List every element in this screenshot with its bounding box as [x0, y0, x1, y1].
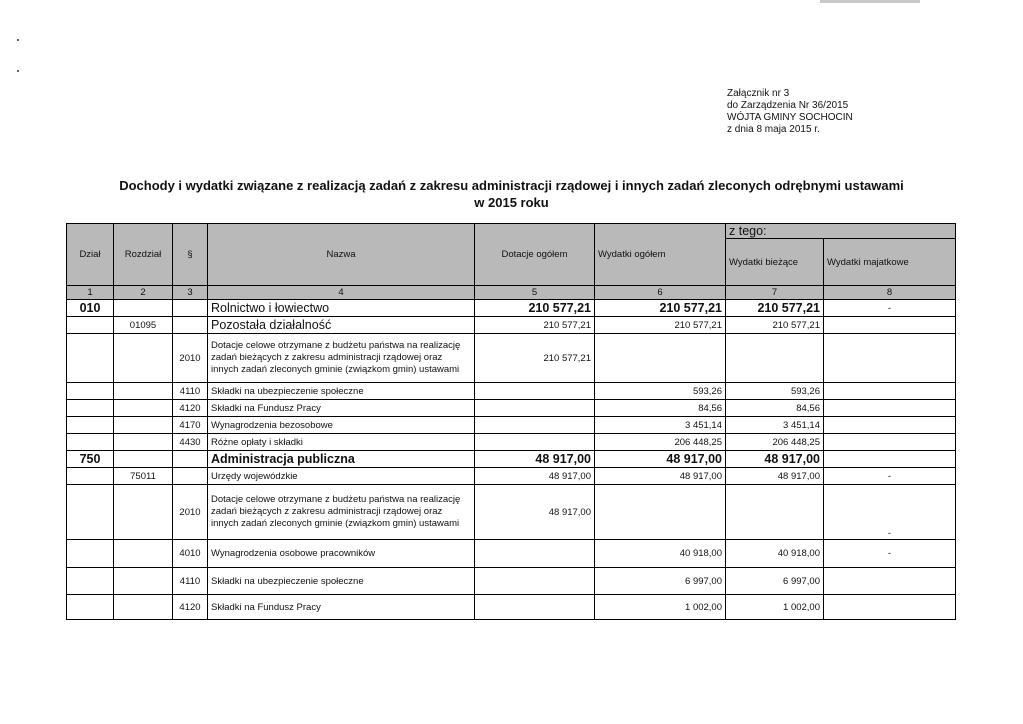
column-number: 3 [173, 286, 208, 300]
cell-paragraf [173, 451, 208, 468]
title-line: Dochody i wydatki związane z realizacją zadań z zakresu administracji rządowej i innych zadań zleconych odrębnymi ustawami [119, 178, 904, 193]
cell-dzial [67, 383, 114, 400]
cell-rozdzial [114, 383, 173, 400]
cell-dotacje: 48 917,00 [475, 468, 595, 485]
cell-wydatki: 206 448,25 [595, 434, 726, 451]
cell-majatkowe: - [824, 540, 956, 568]
cell-biezace [726, 334, 824, 383]
cell-dzial: 750 [67, 451, 114, 468]
table-row [67, 485, 956, 540]
cell-rozdzial: 75011 [114, 468, 173, 485]
cell-biezace: 48 917,00 [726, 451, 824, 468]
header-paragraf: § [173, 224, 208, 286]
cell-wydatki: 210 577,21 [595, 317, 726, 334]
cell-rozdzial [114, 595, 173, 620]
table-row [67, 383, 956, 400]
cell-biezace: 1 002,00 [726, 595, 824, 620]
cell-nazwa: Składki na Fundusz Pracy [208, 595, 475, 620]
cell-dzial [67, 568, 114, 595]
cell-dotacje [475, 417, 595, 434]
budget-table [66, 223, 956, 620]
cell-paragraf [173, 317, 208, 334]
cell-dotacje: 48 917,00 [475, 451, 595, 468]
column-number: 5 [475, 286, 595, 300]
cell-rozdzial [114, 334, 173, 383]
cell-nazwa: Składki na Fundusz Pracy [208, 400, 475, 417]
column-number: 2 [114, 286, 173, 300]
cell-nazwa: Urzędy wojewódzkie [208, 468, 475, 485]
cell-paragraf [173, 300, 208, 317]
cell-nazwa: Dotacje celowe otrzymane z budżetu państwa na realizację zadań bieżących z zakresu administracji rządowej oraz innych zadań zleconych gminie (związkom gmin) ustawami [208, 485, 475, 540]
cell-biezace: 593,26 [726, 383, 824, 400]
cell-wydatki: 3 451,14 [595, 417, 726, 434]
cell-nazwa: Pozostała działalność [208, 317, 475, 334]
table-row [67, 451, 956, 468]
cell-nazwa: Składki na ubezpieczenie społeczne [208, 383, 475, 400]
cell-paragraf: 4010 [173, 540, 208, 568]
table-row [67, 595, 956, 620]
cell-wydatki [595, 334, 726, 383]
cell-wydatki: 6 997,00 [595, 568, 726, 595]
scan-speck [17, 70, 19, 72]
scan-speck [17, 39, 19, 41]
cell-biezace: 210 577,21 [726, 317, 824, 334]
cell-paragraf: 4120 [173, 595, 208, 620]
cell-dzial [67, 417, 114, 434]
annex-line: WÓJTA GMINY SOCHOCIN [727, 112, 853, 123]
cell-paragraf: 4110 [173, 568, 208, 595]
cell-wydatki: 40 918,00 [595, 540, 726, 568]
cell-wydatki: 593,26 [595, 383, 726, 400]
table-row [67, 434, 956, 451]
cell-rozdzial [114, 568, 173, 595]
table-row [67, 317, 956, 334]
header-z-tego: z tego: [726, 224, 956, 239]
column-number: 4 [208, 286, 475, 300]
cell-rozdzial: 01095 [114, 317, 173, 334]
cell-dzial [67, 434, 114, 451]
column-number-row [67, 286, 956, 300]
cell-wydatki: 48 917,00 [595, 468, 726, 485]
cell-biezace: 3 451,14 [726, 417, 824, 434]
cell-rozdzial [114, 540, 173, 568]
header-dzial: Dział [67, 224, 114, 286]
cell-majatkowe [824, 434, 956, 451]
cell-dotacje [475, 434, 595, 451]
cell-nazwa: Składki na ubezpieczenie społeczne [208, 568, 475, 595]
table-row [67, 334, 956, 383]
cell-dotacje: 210 577,21 [475, 300, 595, 317]
annex-line: z dnia 8 maja 2015 r. [727, 124, 820, 135]
cell-wydatki: 210 577,21 [595, 300, 726, 317]
cell-majatkowe [824, 383, 956, 400]
cell-dotacje [475, 568, 595, 595]
cell-wydatki: 1 002,00 [595, 595, 726, 620]
cell-nazwa: Różne opłaty i składki [208, 434, 475, 451]
cell-paragraf: 4110 [173, 383, 208, 400]
cell-dzial [67, 485, 114, 540]
cell-biezace: 84,56 [726, 400, 824, 417]
cell-dzial [67, 595, 114, 620]
column-number: 7 [726, 286, 824, 300]
table-row [67, 468, 956, 485]
cell-wydatki [595, 485, 726, 540]
cell-wydatki: 84,56 [595, 400, 726, 417]
cell-rozdzial [114, 451, 173, 468]
header-rozdzial: Rozdział [114, 224, 173, 286]
cell-dotacje [475, 400, 595, 417]
column-number: 8 [824, 286, 956, 300]
title-line: w 2015 roku [474, 195, 549, 210]
cell-paragraf: 4120 [173, 400, 208, 417]
cell-dotacje: 48 917,00 [475, 485, 595, 540]
annex-note [727, 88, 853, 136]
cell-biezace [726, 485, 824, 540]
document-title [60, 177, 963, 211]
cell-majatkowe: - [824, 468, 956, 485]
column-number: 1 [67, 286, 114, 300]
cell-paragraf: 2010 [173, 334, 208, 383]
cell-nazwa: Rolnictwo i łowiectwo [208, 300, 475, 317]
cell-paragraf: 4170 [173, 417, 208, 434]
cell-nazwa: Administracja publiczna [208, 451, 475, 468]
table-row [67, 540, 956, 568]
cell-dzial: 010 [67, 300, 114, 317]
cell-majatkowe [824, 400, 956, 417]
scan-edge-mark [820, 0, 920, 3]
cell-dotacje: 210 577,21 [475, 334, 595, 383]
cell-majatkowe [824, 451, 956, 468]
cell-majatkowe: - [824, 485, 956, 540]
cell-biezace: 206 448,25 [726, 434, 824, 451]
cell-majatkowe [824, 568, 956, 595]
cell-paragraf: 2010 [173, 485, 208, 540]
cell-paragraf: 4430 [173, 434, 208, 451]
cell-dzial [67, 540, 114, 568]
table-row [67, 417, 956, 434]
cell-dotacje [475, 595, 595, 620]
cell-nazwa: Wynagrodzenia bezosobowe [208, 417, 475, 434]
cell-rozdzial [114, 300, 173, 317]
cell-majatkowe [824, 595, 956, 620]
header-biezace: Wydatki bieżące [726, 239, 824, 286]
cell-majatkowe [824, 334, 956, 383]
header-majatkowe: Wydatki majatkowe [824, 239, 956, 286]
cell-majatkowe [824, 417, 956, 434]
table-row [67, 568, 956, 595]
cell-nazwa: Wynagrodzenia osobowe pracowników [208, 540, 475, 568]
cell-dotacje: 210 577,21 [475, 317, 595, 334]
cell-majatkowe: - [824, 300, 956, 317]
cell-wydatki: 48 917,00 [595, 451, 726, 468]
cell-biezace: 210 577,21 [726, 300, 824, 317]
cell-rozdzial [114, 400, 173, 417]
cell-majatkowe [824, 317, 956, 334]
cell-rozdzial [114, 417, 173, 434]
cell-rozdzial [114, 485, 173, 540]
cell-rozdzial [114, 434, 173, 451]
header-wydatki: Wydatki ogółem [595, 224, 726, 286]
cell-biezace: 40 918,00 [726, 540, 824, 568]
column-number: 6 [595, 286, 726, 300]
cell-dzial [67, 468, 114, 485]
table-row [67, 400, 956, 417]
annex-line: Załącznik nr 3 [727, 88, 790, 99]
cell-paragraf [173, 468, 208, 485]
cell-dotacje [475, 383, 595, 400]
table-row [67, 300, 956, 317]
cell-nazwa: Dotacje celowe otrzymane z budżetu państwa na realizację zadań bieżących z zakresu administracji rządowej oraz innych zadań zleconych gminie (związkom gmin) ustawami [208, 334, 475, 383]
cell-dzial [67, 334, 114, 383]
annex-line: do Zarządzenia Nr 36/2015 [727, 100, 849, 111]
header-dotacje: Dotacje ogółem [475, 224, 595, 286]
cell-biezace: 6 997,00 [726, 568, 824, 595]
cell-biezace: 48 917,00 [726, 468, 824, 485]
cell-dotacje [475, 540, 595, 568]
cell-dzial [67, 400, 114, 417]
header-nazwa: Nazwa [208, 224, 475, 286]
cell-dzial [67, 317, 114, 334]
